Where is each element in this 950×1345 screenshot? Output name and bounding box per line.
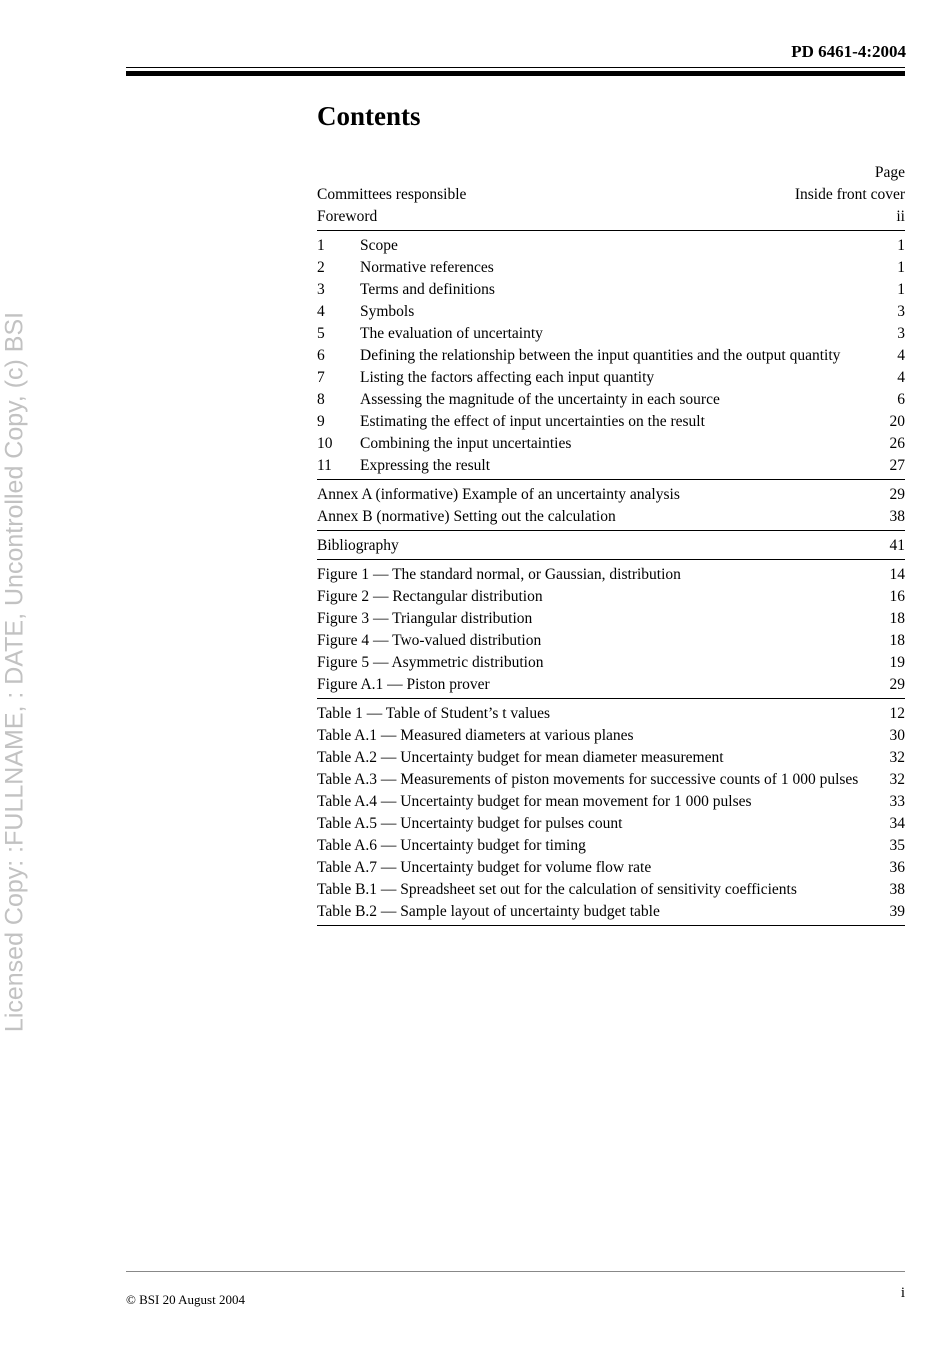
- footer-page-number: i: [900, 1285, 905, 1301]
- toc-entry[interactable]: [317, 411, 905, 433]
- toc-entry[interactable]: [317, 279, 905, 301]
- toc-entry-title: Annex B (normative) Setting out the calculation: [317, 508, 616, 525]
- toc-entry-number: 9: [317, 413, 325, 430]
- toc-entry-page: 32: [889, 749, 905, 766]
- toc-entry-page: 1: [897, 237, 905, 254]
- toc-entry-page: 26: [889, 435, 905, 452]
- toc-entry-page: 29: [889, 676, 905, 693]
- toc-entry-page: 34: [889, 815, 905, 832]
- toc-entry-page: 35: [889, 837, 905, 854]
- toc-entry[interactable]: [317, 323, 905, 345]
- toc-entry-page: 36: [889, 859, 905, 876]
- toc-entry-title: Table B.2 — Sample layout of uncertainty budget table: [317, 903, 660, 920]
- toc-entry[interactable]: [317, 630, 905, 652]
- toc-entry[interactable]: [317, 389, 905, 411]
- toc-group: [317, 184, 905, 231]
- toc-group: [317, 484, 905, 531]
- page-column-label: Page: [874, 164, 905, 181]
- toc-entry[interactable]: [317, 652, 905, 674]
- toc-entry-page: 29: [889, 486, 905, 503]
- toc-group: [317, 564, 905, 699]
- toc-entry[interactable]: [317, 747, 905, 769]
- toc-entry-title: Table A.2 — Uncertainty budget for mean diameter measurement: [317, 749, 724, 766]
- toc-entry[interactable]: [317, 769, 905, 791]
- toc-entry-title: Table A.6 — Uncertainty budget for timing: [317, 837, 586, 854]
- header-rule-thick: [126, 71, 905, 76]
- toc-entry[interactable]: [317, 835, 905, 857]
- toc-entry-page: 12: [889, 705, 905, 722]
- toc-entry[interactable]: [317, 301, 905, 323]
- toc-entry-title: Annex A (informative) Example of an uncertainty analysis: [317, 486, 680, 503]
- toc-entry-title: Scope: [360, 237, 398, 254]
- toc-entry-title: Bibliography: [317, 537, 399, 554]
- toc-entry-title: Table B.1 — Spreadsheet set out for the calculation of sensitivity coefficients: [317, 881, 797, 898]
- toc-entry-title: Normative references: [360, 259, 494, 276]
- toc-entry[interactable]: [317, 535, 905, 557]
- toc-entry-title: Figure A.1 — Piston prover: [317, 676, 490, 693]
- toc-entry-title: Foreword: [317, 208, 378, 225]
- toc-groups: [317, 184, 905, 926]
- toc-entry-title: Table A.5 — Uncertainty budget for pulses count: [317, 815, 623, 832]
- toc-entry[interactable]: [317, 703, 905, 725]
- toc-entry-page: 14: [889, 566, 905, 583]
- toc-entry-number: 4: [317, 303, 325, 320]
- toc-entry[interactable]: [317, 674, 905, 696]
- toc-entry[interactable]: [317, 455, 905, 477]
- toc-entry-title: Table A.7 — Uncertainty budget for volume flow rate: [317, 859, 652, 876]
- toc-entry[interactable]: [317, 484, 905, 506]
- toc-entry-page: 33: [889, 793, 905, 810]
- toc-entry-title: Table A.3 — Measurements of piston movements for successive counts of 1 000 pulses: [317, 771, 859, 788]
- toc-entry-title: Table A.4 — Uncertainty budget for mean movement for 1 000 pulses: [317, 793, 752, 810]
- toc-entry[interactable]: [317, 564, 905, 586]
- toc-entry-page: 41: [889, 537, 905, 554]
- toc-entry-page: 30: [889, 727, 905, 744]
- toc-entry-title: Table 1 — Table of Student’s t values: [317, 705, 551, 722]
- toc-entry-page: 16: [889, 588, 905, 605]
- toc-entry-number: 6: [317, 347, 325, 364]
- toc-entry-title: Combining the input uncertainties: [360, 435, 572, 452]
- toc-entry[interactable]: [317, 813, 905, 835]
- toc-entry-page: 20: [889, 413, 905, 430]
- toc-entry-page: 3: [897, 325, 905, 342]
- toc-entry-title: Symbols: [360, 303, 415, 320]
- toc-entry-title: The evaluation of uncertainty: [360, 325, 543, 342]
- toc-entry-page: 32: [889, 771, 905, 788]
- toc-entry-number: 5: [317, 325, 325, 342]
- toc-entry[interactable]: [317, 345, 905, 367]
- toc-group: [317, 535, 905, 560]
- toc-entry-title: Defining the relationship between the input quantities and the output quantity: [360, 347, 841, 364]
- toc-entry-title: Figure 4 — Two-valued distribution: [317, 632, 542, 649]
- toc-entry[interactable]: [317, 857, 905, 879]
- toc-entry-title: Estimating the effect of input uncertainties on the result: [360, 413, 705, 430]
- toc-entry[interactable]: [317, 586, 905, 608]
- license-watermark: Licensed Copy: :FULLNAME, : DATE, Uncontrolled Copy, (c) BSI: [0, 311, 29, 1033]
- toc-entry[interactable]: [317, 725, 905, 747]
- toc-entry-page: 6: [897, 391, 905, 408]
- toc-entry[interactable]: [317, 184, 905, 206]
- footer-rule: [126, 1271, 905, 1272]
- toc-entry-title: Figure 5 — Asymmetric distribution: [317, 654, 544, 671]
- page-title: Contents: [317, 101, 421, 131]
- toc-entry[interactable]: [317, 506, 905, 528]
- toc-entry-page: 18: [889, 610, 905, 627]
- toc-entry-page: 1: [897, 259, 905, 276]
- toc-entry-title: Committees responsible: [317, 186, 467, 203]
- toc-entry-page: ii: [896, 208, 905, 225]
- toc-entry[interactable]: [317, 367, 905, 389]
- toc-entry[interactable]: [317, 433, 905, 455]
- toc-entry-title: Expressing the result: [360, 457, 491, 474]
- toc-entry-page: 19: [889, 654, 905, 671]
- toc-entry-page: Inside front cover: [794, 186, 905, 203]
- toc-entry[interactable]: [317, 901, 905, 923]
- toc-entry-title: Figure 2 — Rectangular distribution: [317, 588, 543, 605]
- toc-entry-page: 4: [897, 369, 905, 386]
- toc-entry-page: 38: [889, 881, 905, 898]
- toc-entry-title: Figure 1 — The standard normal, or Gaussian, distribution: [317, 566, 681, 583]
- toc-entry[interactable]: [317, 235, 905, 257]
- toc-entry-number: 3: [317, 281, 325, 298]
- toc-entry[interactable]: [317, 791, 905, 813]
- toc-entry-page: 18: [889, 632, 905, 649]
- toc-entry-page: 27: [889, 457, 905, 474]
- toc-entry-title: Assessing the magnitude of the uncertainty in each source: [360, 391, 720, 408]
- toc-group: [317, 235, 905, 480]
- toc-entry-number: 7: [317, 369, 325, 386]
- toc-entry-page: 1: [897, 281, 905, 298]
- toc-entry[interactable]: [317, 608, 905, 630]
- toc-entry-page: 3: [897, 303, 905, 320]
- table-of-contents: [317, 162, 905, 930]
- toc-entry-title: Listing the factors affecting each input quantity: [360, 369, 655, 386]
- toc-entry[interactable]: [317, 206, 905, 228]
- toc-entry-page: 38: [889, 508, 905, 525]
- toc-entry-number: 10: [317, 435, 333, 452]
- toc-entry-number: 11: [317, 457, 332, 474]
- footer-copyright: © BSI 20 August 2004: [126, 1292, 245, 1307]
- toc-entry-title: Terms and definitions: [360, 281, 495, 298]
- toc-entry-number: 8: [317, 391, 325, 408]
- header-rule-thin: [126, 67, 905, 68]
- toc-entry-title: Figure 3 — Triangular distribution: [317, 610, 533, 627]
- toc-group: [317, 703, 905, 926]
- toc-entry-number: 1: [317, 237, 325, 254]
- toc-entry-title: Table A.1 — Measured diameters at various planes: [317, 727, 634, 744]
- document-id: PD 6461-4:2004: [791, 42, 906, 61]
- toc-entry[interactable]: [317, 257, 905, 279]
- toc-entry-page: 39: [889, 903, 905, 920]
- toc-entry[interactable]: [317, 879, 905, 901]
- toc-entry-number: 2: [317, 259, 325, 276]
- toc-entry-page: 4: [897, 347, 905, 364]
